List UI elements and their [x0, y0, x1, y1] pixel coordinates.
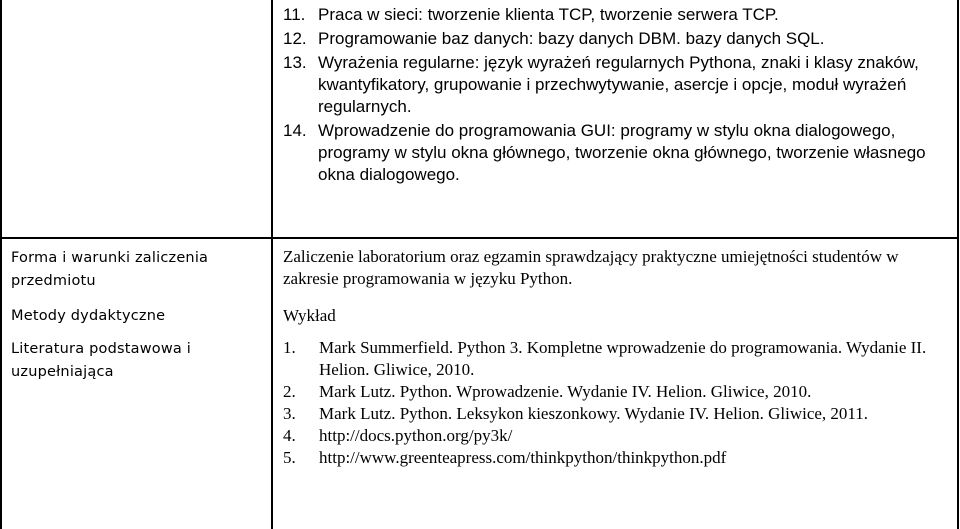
- topic-text: Wyrażenia regularne: język wyrażeń regularnych Pythona, znaki i klasy znaków, kwantyfikatory, grupowanie i przechwytywanie, asercje i opcje, moduł wyrażeń regularnych.: [318, 53, 919, 116]
- topic-item: [283, 120, 955, 186]
- literature-number: 1.: [283, 338, 296, 357]
- topic-item: [283, 4, 955, 26]
- methods-value: Wykład: [283, 306, 336, 325]
- literature-number: 5.: [283, 448, 296, 467]
- assessment-value: Zaliczenie laboratorium oraz egzamin sprawdzający praktyczne umiejętności studentów w zakresie programowania w języku Python.: [283, 247, 899, 288]
- topic-text: Praca w sieci: tworzenie klienta TCP, tworzenie serwera TCP.: [318, 5, 779, 24]
- row-divider: [0, 237, 959, 239]
- literature-item: [283, 425, 953, 447]
- literature-text: Mark Lutz. Python. Wprowadzenie. Wydanie IV. Helion. Gliwice, 2010.: [319, 382, 812, 401]
- column-divider: [271, 0, 273, 529]
- table-border-left: [0, 0, 2, 529]
- topic-number: 14.: [283, 121, 307, 140]
- topic-item: [283, 28, 955, 50]
- topic-number: 12.: [283, 29, 307, 48]
- topic-number: 11.: [283, 5, 306, 24]
- topic-text: Wprowadzenie do programowania GUI: programy w stylu okna dialogowego, programy w stylu okna głównego, tworzenie okna głównego, tworzenie własnego okna dialogowego.: [318, 121, 926, 184]
- literature-label: Literatura podstawowa i uzupełniająca: [11, 341, 192, 380]
- literature-text: Mark Lutz. Python. Leksykon kieszonkowy. Wydanie IV. Helion. Gliwice, 2011.: [319, 404, 869, 423]
- table-border-right: [957, 0, 959, 529]
- literature-link[interactable]: http://docs.python.org/py3k/: [319, 426, 513, 445]
- literature-text: Mark Summerfield. Python 3. Kompletne wprowadzenie do programowania. Wydanie II. Helion. Gliwice, 2010.: [319, 338, 927, 379]
- literature-number: 2.: [283, 382, 296, 401]
- topic-number: 13.: [283, 53, 307, 72]
- literature-item: [283, 381, 953, 403]
- literature-item: [283, 447, 953, 469]
- assessment-label: Forma i warunki zaliczenia przedmiotu: [11, 250, 209, 289]
- literature-item: [283, 337, 953, 381]
- topic-text: Programowanie baz danych: bazy danych DBM. bazy danych SQL.: [318, 29, 825, 48]
- literature-number: 3.: [283, 404, 296, 423]
- literature-list: [283, 337, 953, 469]
- literature-item: [283, 403, 953, 425]
- literature-number: 4.: [283, 426, 296, 445]
- methods-label: Metody dydaktyczne: [11, 308, 166, 324]
- literature-link[interactable]: http://www.greenteapress.com/thinkpython/thinkpython.pdf: [319, 448, 727, 467]
- topic-item: [283, 52, 955, 118]
- topic-list: [283, 4, 955, 188]
